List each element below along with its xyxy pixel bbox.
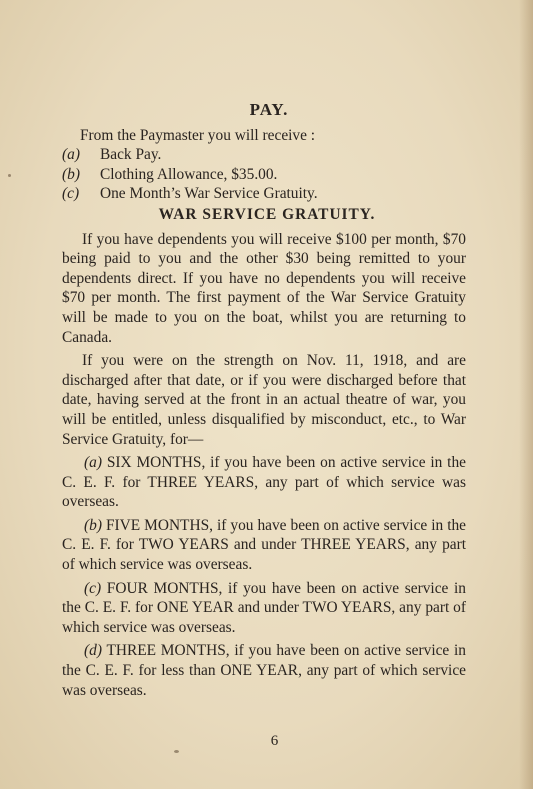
gratuity-option-label: (d) xyxy=(84,642,102,660)
pay-items-list xyxy=(62,145,466,204)
pay-item xyxy=(62,165,466,185)
gratuity-option xyxy=(62,579,466,638)
pay-item-label: (a) xyxy=(62,146,80,164)
gratuity-option-text: FIVE MONTHS, if you have been on active service in the C. E. F. for TWO YEARS and under THREE YEARS, any part of which service was overseas. xyxy=(62,516,466,574)
gratuity-option-label: (b) xyxy=(84,516,102,534)
pay-item-label: (b) xyxy=(62,165,80,183)
body-paragraph: If you have dependents you will receive $100 per month, $70 being paid to you and the other $30 being remitted to your dependents direct. If you have no dependents you will receive $70 per month. The first payment of the War Service Gratuity will be made to you on the boat, whilst you are returning to Canada. xyxy=(62,230,466,346)
gratuity-option-label: (c) xyxy=(84,579,102,597)
page-number: 6 xyxy=(270,733,279,749)
pay-item xyxy=(62,145,466,165)
gratuity-option xyxy=(62,516,466,575)
intro-text: From the Paymaster you will receive : xyxy=(80,126,316,144)
pay-item-text: Clothing Allowance, $35.00. xyxy=(100,165,278,183)
pay-item-text: Back Pay. xyxy=(100,146,162,164)
body-paragraph: If you were on the strength on Nov. 11, 1918, and are discharged after that date, or if you were discharged before that date, having served at the front in an actual theatre of war, you will be entitled, unless disqualified by misconduct, etc., to War Service Gratuity, for— xyxy=(62,352,466,448)
gratuity-option xyxy=(62,641,466,700)
gratuity-option-text: THREE MONTHS, if you have been on active service in the C. E. F. for less than ONE YEAR, any part of which service was overseas. xyxy=(62,642,466,699)
ink-spot xyxy=(8,174,11,177)
pay-item-text: One Month’s War Service Gratuity. xyxy=(100,185,318,203)
gratuity-option-text: SIX MONTHS, if you have been on active service in the C. E. F. for THREE YEARS, any part of which service was overseas. xyxy=(62,454,466,511)
gratuity-option xyxy=(62,453,466,512)
gratuity-option-label: (a) xyxy=(84,454,102,472)
page-heading: PAY. xyxy=(249,100,289,119)
section-subheading: WAR SERVICE GRATUITY. xyxy=(158,205,376,223)
ink-spot xyxy=(174,750,179,753)
page-content xyxy=(62,100,466,704)
gratuity-options-list xyxy=(62,453,466,700)
pay-item xyxy=(62,184,466,204)
pay-item-label: (c) xyxy=(62,185,80,203)
gratuity-option-text: FOUR MONTHS, if you have been on active service in the C. E. F. for ONE YEAR and under TWO YEARS, any part of which service was overseas. xyxy=(62,579,467,636)
